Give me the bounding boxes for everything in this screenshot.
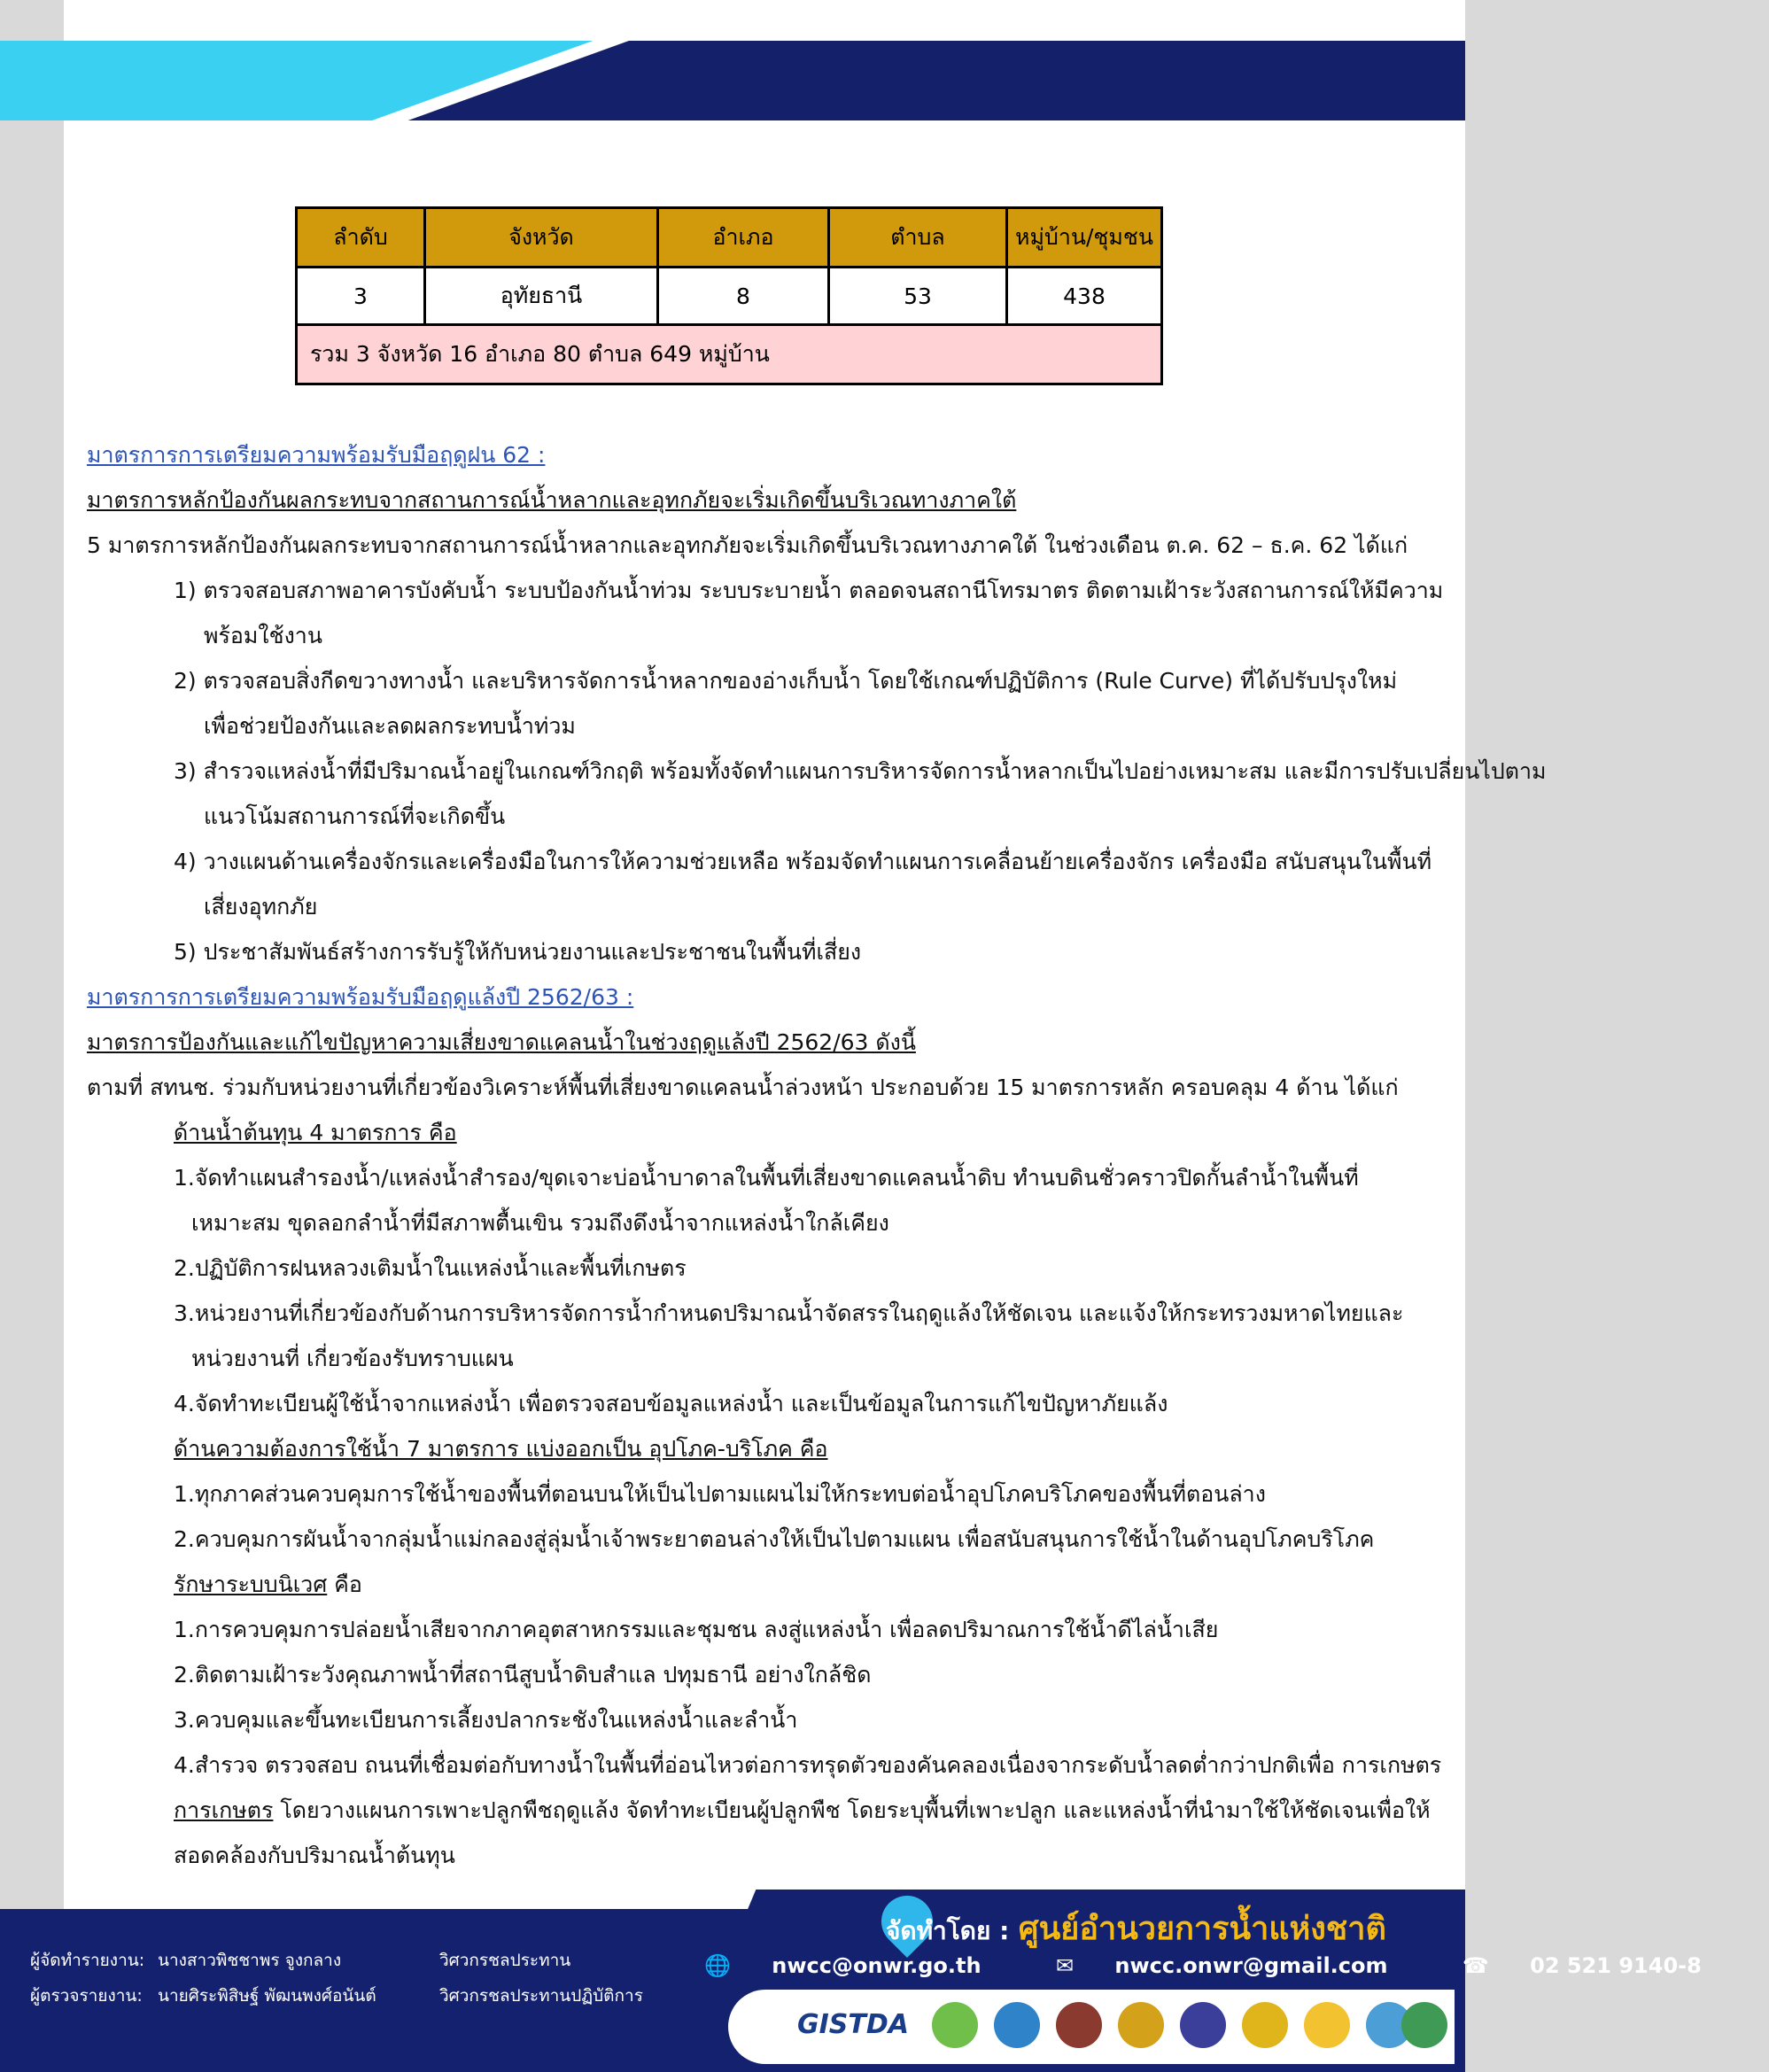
- table-total: รวม 3 จังหวัด 16 อำเภอ 80 ตำบล 649 หมู่บ้าน: [297, 325, 1162, 384]
- list-item: 2) ตรวจสอบสิ่งกีดขวางทางน้ำ และบริหารจัดการน้ำหลากของอ่างเก็บน้ำ โดยใช้เกณฑ์ปฏิบัติการ (Rule Curve) ที่ได้ปรับปรุงใหม่: [174, 668, 1398, 694]
- contact-info: [704, 1953, 1769, 1978]
- list-item: 3.หน่วยงานที่เกี่ยวข้องกับด้านการบริหารจัดการน้ำกำหนดปริมาณน้ำจัดสรรในฤดูแล้งให้ชัดเจน และแจ้งให้กระทรวงมหาดไทยและ: [174, 1300, 1404, 1326]
- reporter-label: ผู้จัดทำรายงาน:: [30, 1951, 145, 1970]
- list-item-continuation: พร้อมใช้งาน: [204, 623, 322, 648]
- list-item: 1.การควบคุมการปล่อยน้ำเสียจากภาคอุตสาหกรรมและชุมชน ลงสู่แหล่งน้ำ เพื่อลดปริมาณการใช้น้ำดีไล่น้ำเสีย: [174, 1617, 1219, 1642]
- list-item-continuation: เหมาะสม ขุดลอกลำน้ำที่มีสภาพตื้นเขิน รวมถึงดึงน้ำจากแหล่งน้ำใกล้เคียง: [191, 1210, 889, 1236]
- list-item: 4.สำรวจ ตรวจสอบ ถนนที่เชื่อมต่อกับทางน้ำในพื้นที่อ่อนไหวต่อการทรุดตัวของคันคลองเนื่องจากระดับน้ำลดต่ำกว่าปกติเพื่อ การเกษตร: [174, 1752, 1442, 1778]
- envelope-icon: ✉: [1055, 1953, 1075, 1978]
- table-cell: 8: [658, 268, 829, 325]
- list-item: 1.จัดทำแผนสำรองน้ำ/แหล่งน้ำสำรอง/ขุดเจาะบ่อน้ำบาดาลในพื้นที่เสี่ยงขาดแคลนน้ำดิบ ทำนบดินชั่วคราวปิดกั้นลำน้ำในพื้นที่: [174, 1165, 1359, 1191]
- rainy-season-intro: 5 มาตรการหลักป้องกันผลกระทบจากสถานการณ์น้ำหลากและอุทกภัยจะเริ่มเกิดขึ้นบริเวณทางภาคใต้ ในช่วงเดือน ต.ค. 62 – ธ.ค. 62 ได้แก่: [87, 532, 1408, 558]
- phone-icon: ☎: [1462, 1953, 1489, 1978]
- list-item: 4) วางแผนด้านเครื่องจักรและเครื่องมือในการให้ความช่วยเหลือ พร้อมจัดทำแผนการเคลื่อนย้ายเครื่องจักร เครื่องมือ สนับสนุนในพื้นที่: [174, 849, 1432, 874]
- list-item: 3.ควบคุมและขึ้นทะเบียนการเลี้ยงปลากระชังในแหล่งน้ำและลำน้ำ: [174, 1707, 798, 1733]
- phone-text: 02 521 9140-8: [1530, 1953, 1702, 1978]
- water-demand-heading: ด้านความต้องการใช้น้ำ 7 มาตรการ แบ่งออกเป็น อุปโภค-บริโภค คือ: [174, 1436, 828, 1462]
- agriculture-text: โดยวางแผนการเพาะปลูกพืชฤดูแล้ง จัดทำทะเบียนผู้ปลูกพืช โดยระบุพื้นที่เพาะปลูก และแหล่งน้ำที่นำมาใช้ให้ชัดเจนเพื่อให้: [273, 1797, 1431, 1823]
- list-item: 1) ตรวจสอบสภาพอาคารบังคับน้ำ ระบบป้องกันน้ำท่วม ระบบระบายน้ำ ตลอดจนสถานีโทรมาตร ติดตามเฝ้าระวังสถานการณ์ให้มีความ: [174, 578, 1444, 603]
- reviewer-label: ผู้ตรวจรายงาน:: [30, 1986, 143, 2006]
- agriculture-text-continuation: สอดคล้องกับปริมาณน้ำต้นทุน: [174, 1843, 455, 1868]
- list-item-continuation: เสี่ยงอุทกภัย: [204, 894, 318, 920]
- globe-icon: 🌐: [704, 1953, 731, 1978]
- list-item: 2.ปฏิบัติการฝนหลวงเติมน้ำในแหล่งน้ำและพื้นที่เกษตร: [174, 1255, 687, 1281]
- organization-name: ศูนย์อำนวยการน้ำแห่งชาติ: [1018, 1911, 1386, 1947]
- partner-logo-icon: [1056, 2002, 1102, 2048]
- dry-season-heading[interactable]: มาตรการการเตรียมความพร้อมรับมือฤดูแล้งปี 2562/63 :: [87, 984, 634, 1010]
- organization-title: [886, 1903, 1386, 1956]
- table-header: จังหวัด: [425, 208, 658, 268]
- table-header-row: [297, 208, 1162, 268]
- agriculture-heading: การเกษตร: [174, 1797, 274, 1823]
- document-body: [87, 432, 1547, 1878]
- website-text: nwcc@onwr.go.th: [772, 1953, 981, 1978]
- water-supply-heading: ด้านน้ำต้นทุน 4 มาตรการ คือ: [174, 1120, 457, 1145]
- email-link[interactable]: [1056, 1953, 1422, 1978]
- list-item-continuation: เพื่อช่วยป้องกันและลดผลกระทบน้ำท่วม: [204, 713, 576, 739]
- list-item-continuation: แนวโน้มสถานการณ์ที่จะเกิดขึ้น: [204, 803, 506, 829]
- report-credits: [30, 1943, 643, 2014]
- list-item: 2.ควบคุมการผันน้ำจากลุ่มน้ำแม่กลองสู่ลุ่มน้ำเจ้าพระยาตอนล่างให้เป็นไปตามแผน เพื่อสนับสนุนการใช้น้ำในด้านอุปโภคบริโภค: [174, 1526, 1375, 1552]
- partner-logo-icon: [932, 2002, 978, 2048]
- partner-logo-icon: [1401, 2002, 1447, 2048]
- ecosystem-heading: รักษาระบบนิเวศ: [174, 1571, 328, 1597]
- website-link[interactable]: [704, 1953, 1015, 1978]
- table-header: อำเภอ: [658, 208, 829, 268]
- table-header: ลำดับ: [297, 208, 425, 268]
- table-header: ตำบล: [829, 208, 1007, 268]
- reviewer-title: วิศวกรชลประทานปฏิบัติการ: [439, 1986, 643, 2006]
- phone-link[interactable]: [1463, 1953, 1735, 1978]
- list-item: 2.ติดตามเฝ้าระวังคุณภาพน้ำที่สถานีสูบน้ำดิบสำแล ปทุมธานี อย่างใกล้ชิด: [174, 1662, 872, 1688]
- partner-logo-icon: [1118, 2002, 1164, 2048]
- table-cell: 53: [829, 268, 1007, 325]
- partner-logo-icon: [1180, 2002, 1226, 2048]
- prepared-by-label: จัดทำโดย :: [886, 1916, 1010, 1945]
- list-item: 3) สำรวจแหล่งน้ำที่มีปริมาณน้ำอยู่ในเกณฑ์วิกฤติ พร้อมทั้งจัดทำแผนการบริหารจัดการน้ำหลากเป็นไปอย่างเหมาะสม และมีการปรับเปลี่ยนไปตาม: [174, 758, 1547, 784]
- table-cell: อุทัยธานี: [425, 268, 658, 325]
- reviewer-name: นายศิระพิสิษฐ์ พัฒนพงศ์อนันต์: [158, 1986, 376, 2006]
- summary-table: [295, 206, 1163, 385]
- reporter-name: นางสาวพิชชาพร จูงกลาง: [158, 1951, 342, 1970]
- table-cell: 3: [297, 268, 425, 325]
- partner-logo-icon: [1304, 2002, 1350, 2048]
- list-item: 5) ประชาสัมพันธ์สร้างการรับรู้ให้กับหน่วยงานและประชาชนในพื้นที่เสี่ยง: [174, 939, 862, 965]
- list-item: 1.ทุกภาคส่วนควบคุมการใช้น้ำของพื้นที่ตอนบนให้เป็นไปตามแผนไม่ให้กระทบต่อน้ำอุปโภคบริโภคของพื้นที่ตอนล่าง: [174, 1481, 1266, 1507]
- partner-logos: [728, 1990, 1455, 2064]
- table-header: หมู่บ้าน/ชุมชน: [1007, 208, 1162, 268]
- list-item-continuation: หน่วยงานที่ เกี่ยวข้องรับทราบแผน: [191, 1346, 514, 1371]
- ecosystem-heading-suffix: คือ: [327, 1571, 362, 1597]
- rainy-season-heading[interactable]: มาตรการการเตรียมความพร้อมรับมือฤดูฝน 62 :: [87, 442, 546, 468]
- partner-logo-icon: [994, 2002, 1040, 2048]
- rainy-season-subheading: มาตรการหลักป้องกันผลกระทบจากสถานการณ์น้ำหลากและอุทกภัยจะเริ่มเกิดขึ้นบริเวณทางภาคใต้: [87, 487, 1017, 513]
- gistda-logo: GISTDA: [797, 2009, 909, 2040]
- dry-season-subheading: มาตรการป้องกันและแก้ไขปัญหาความเสี่ยงขาดแคลนน้ำในช่วงฤดูแล้งปี 2562/63 ดังนี้: [87, 1029, 916, 1055]
- reporter-title: วิศวกรชลประทาน: [439, 1951, 571, 1970]
- table-total-row: [297, 325, 1162, 384]
- email-text: nwcc.onwr@gmail.com: [1114, 1953, 1388, 1978]
- dry-season-intro: ตามที่ สทนช. ร่วมกับหน่วยงานที่เกี่ยวข้องวิเคราะห์พื้นที่เสี่ยงขาดแคลนน้ำล่วงหน้า ประกอบด้วย 15 มาตรการหลัก ครอบคลุม 4 ด้าน ได้แก่: [87, 1075, 1399, 1100]
- partner-logo-icon: [1242, 2002, 1288, 2048]
- table-cell: 438: [1007, 268, 1162, 325]
- table-row: [297, 268, 1162, 325]
- list-item: 4.จัดทำทะเบียนผู้ใช้น้ำจากแหล่งน้ำ เพื่อตรวจสอบข้อมูลแหล่งน้ำ และเป็นข้อมูลในการแก้ไขปัญหาภัยแล้ง: [174, 1391, 1168, 1416]
